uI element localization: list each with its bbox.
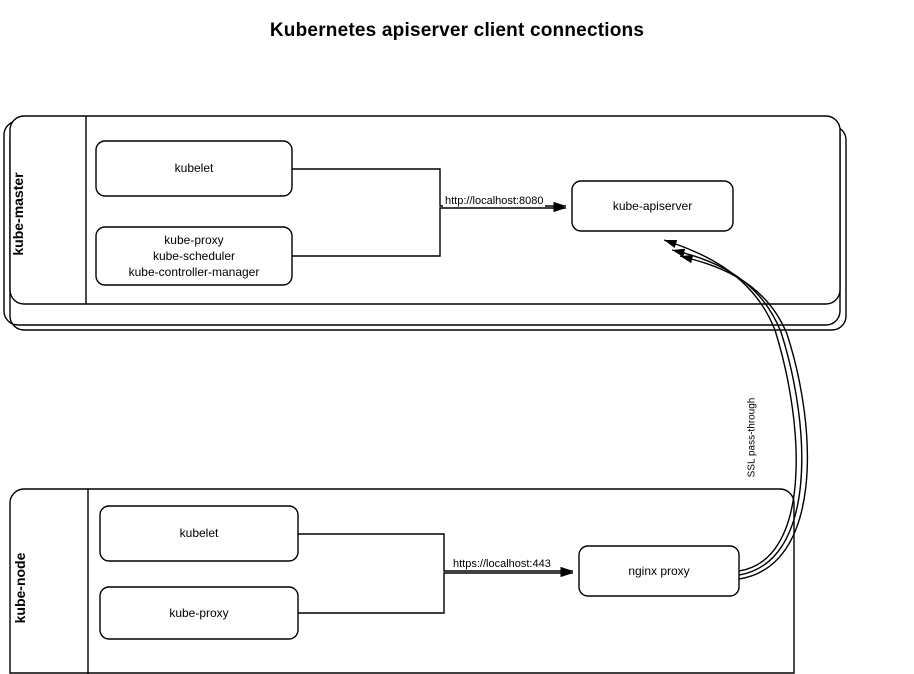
group-label-kube-node: kube-node (12, 552, 28, 624)
node-node-kube-proxy: kube-proxy (169, 605, 229, 620)
page-title: Kubernetes apiserver client connections (269, 20, 645, 41)
edge-label-http-localhost-8080: http://localhost:8080 (445, 195, 544, 207)
node-master-components: kube-proxy kube-scheduler kube-controller-manager (128, 232, 260, 280)
node-node-kubelet: kubelet (179, 526, 219, 541)
node-nginx-proxy: nginx proxy (628, 563, 690, 578)
edge-label-https-localhost-443: https://localhost:443 (453, 558, 551, 570)
node-master-kubelet: kubelet (174, 161, 214, 176)
group-label-kube-master: kube-master (10, 172, 26, 256)
edge-label-ssl-pass-through: SSL pass-through (746, 397, 758, 478)
node-kube-apiserver: kube-apiserver (612, 198, 693, 213)
